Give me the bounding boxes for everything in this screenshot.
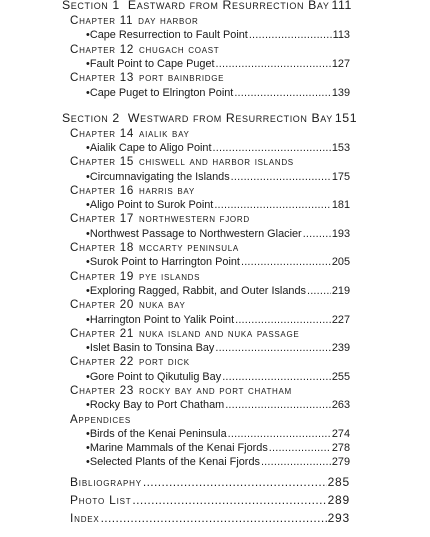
- table-of-contents: [62, 0, 358, 527]
- bullet-icon: •: [86, 342, 90, 355]
- bullet-icon: •: [86, 227, 90, 240]
- bullet-icon: •: [86, 86, 90, 99]
- back-matter-title: Index: [70, 511, 100, 526]
- page-number: 274: [331, 427, 350, 440]
- chapter-number: 20: [119, 298, 135, 312]
- dot-leader: [132, 491, 326, 509]
- back-matter-title: Photo List: [70, 493, 132, 508]
- chapter-label: Chapter: [70, 212, 116, 226]
- dot-leader: [101, 509, 327, 527]
- chapter-number: 16: [119, 183, 135, 197]
- chapter-label: Chapter: [70, 326, 116, 340]
- chapter-number: 18: [119, 241, 135, 255]
- dot-leader: [222, 370, 331, 384]
- entry-text: Cape Puget to Elrington Point: [89, 86, 234, 99]
- page-number: 255: [331, 370, 350, 383]
- bullet-icon: •: [86, 57, 90, 70]
- chapter-number: 12: [119, 42, 135, 56]
- page-number: 205: [331, 256, 350, 269]
- bullet-icon: •: [86, 29, 90, 42]
- page-number: 111: [331, 0, 352, 12]
- toc-entry: [62, 141, 350, 155]
- entry-text: Islet Basin to Tonsina Bay: [89, 342, 215, 355]
- entry-text: Cape Resurrection to Fault Point: [89, 29, 248, 42]
- chapter-heading: [62, 270, 350, 284]
- bullet-icon: •: [86, 256, 90, 269]
- page-number: 278: [331, 442, 350, 455]
- chapter-label: Chapter: [70, 14, 116, 27]
- bullet-icon: •: [86, 456, 90, 469]
- toc-entry: [62, 441, 350, 455]
- chapter-heading: [62, 212, 350, 226]
- dot-leader: [241, 255, 331, 269]
- toc-entry: [62, 427, 350, 441]
- section-label: Section 2: [62, 110, 120, 125]
- back-matter-entry: [62, 473, 350, 491]
- entry-text: Aialik Cape to Aligo Point: [89, 142, 212, 155]
- dot-leader: [228, 427, 331, 441]
- page-number: 279: [331, 456, 350, 469]
- page-number: 293: [327, 511, 350, 526]
- toc-entry: [62, 398, 350, 412]
- section-title: Eastward from Resurrection Bay: [127, 0, 330, 12]
- chapter-label: Chapter: [70, 126, 116, 140]
- toc-entry: [62, 313, 350, 327]
- entry-text: Birds of the Kenai Peninsula: [89, 427, 227, 440]
- chapter-title: port bainbridge: [139, 71, 225, 85]
- chapter-number: 19: [119, 269, 135, 283]
- chapter-title: nuka island and nuka passage: [139, 326, 300, 340]
- chapter-label: Chapter: [70, 269, 116, 283]
- back-matter-entry: [62, 491, 350, 509]
- page-number: 227: [331, 313, 350, 326]
- chapter-heading: [62, 327, 350, 341]
- toc-entry: [62, 57, 350, 71]
- chapter-title: nuka bay: [139, 298, 186, 312]
- toc-entry: [62, 170, 350, 184]
- chapter-title: aialik bay: [139, 126, 190, 140]
- chapter-label: Chapter: [70, 298, 116, 312]
- dot-leader: [235, 313, 331, 327]
- page-number: 239: [331, 342, 350, 355]
- chapter-heading: [62, 155, 350, 169]
- section-heading: [62, 0, 350, 14]
- chapter-number: 13: [119, 71, 135, 85]
- chapter-number: 22: [119, 355, 135, 369]
- chapter-title: chiswell and harbor islands: [139, 155, 294, 169]
- dot-leader: [307, 284, 331, 298]
- toc-entry: [62, 284, 350, 298]
- chapter-number: 15: [119, 155, 135, 169]
- section-heading: [62, 109, 358, 127]
- dot-leader: [216, 57, 331, 71]
- entry-text: Fault Point to Cape Puget: [89, 57, 215, 70]
- bullet-icon: •: [86, 427, 90, 440]
- bullet-icon: •: [86, 370, 90, 383]
- toc-entry: [62, 198, 350, 212]
- section-title: Westward from Resurrection Bay: [127, 110, 333, 125]
- bullet-icon: •: [86, 313, 90, 326]
- chapter-label: Chapter: [70, 42, 116, 56]
- page-number: 153: [331, 142, 350, 155]
- page-number: 113: [332, 29, 350, 42]
- dot-leader: [234, 86, 331, 100]
- page-number: 285: [327, 475, 350, 490]
- dot-leader: [214, 198, 331, 212]
- chapter-label: Chapter: [70, 383, 116, 397]
- entry-text: Marine Mammals of the Kenai Fjords: [89, 442, 268, 455]
- chapter-title: harris bay: [139, 183, 195, 197]
- toc-entry: [62, 455, 350, 469]
- chapter-heading: [62, 384, 350, 398]
- chapter-heading: [62, 241, 350, 255]
- back-matter-entry: [62, 509, 350, 527]
- toc-entry: [62, 255, 350, 269]
- entry-text: Harrington Point to Yalik Point: [89, 313, 235, 326]
- chapter-heading: [62, 71, 350, 85]
- dot-leader: [215, 341, 330, 355]
- chapter-number: 14: [119, 126, 135, 140]
- chapter-heading: [62, 184, 350, 198]
- chapter-label: Chapter: [70, 241, 116, 255]
- page-number: 289: [327, 493, 350, 508]
- toc-entry: [62, 28, 350, 42]
- bullet-icon: •: [86, 442, 90, 455]
- page-number: 127: [331, 57, 350, 70]
- chapter-title: chugach coast: [139, 42, 220, 56]
- toc-entry: [62, 370, 350, 384]
- entry-text: Exploring Ragged, Rabbit, and Outer Islands: [89, 285, 306, 298]
- dot-leader: [213, 141, 331, 155]
- bullet-icon: •: [86, 170, 90, 183]
- chapter-label: Chapter: [70, 155, 116, 169]
- appendices-label: Appendices: [70, 412, 131, 426]
- chapter-title: northwestern fjord: [139, 212, 250, 226]
- page-number: 139: [331, 86, 350, 99]
- page-number: 151: [334, 110, 358, 125]
- entry-text: Selected Plants of the Kenai Fjords: [89, 456, 260, 469]
- back-matter-title: Bibliography: [70, 475, 142, 490]
- bullet-icon: •: [86, 199, 90, 212]
- page-number: 181: [331, 199, 350, 212]
- entry-text: Aligo Point to Surok Point: [89, 199, 214, 212]
- chapter-number: 23: [119, 383, 135, 397]
- chapter-heading: [62, 43, 350, 57]
- chapter-label: Chapter: [70, 71, 116, 85]
- page-number: 219: [331, 285, 350, 298]
- entry-text: Rocky Bay to Port Chatham: [89, 399, 225, 412]
- toc-entry: [62, 227, 350, 241]
- page-number: 193: [331, 227, 350, 240]
- entry-text: Circumnavigating the Islands: [89, 170, 230, 183]
- toc-entry: [62, 86, 350, 100]
- section-label: Section 1: [62, 0, 120, 12]
- appendices-heading: [62, 413, 350, 427]
- bullet-icon: •: [86, 285, 90, 298]
- chapter-title: pye islands: [139, 269, 201, 283]
- chapter-label: Chapter: [70, 355, 116, 369]
- dot-leader: [143, 473, 327, 491]
- chapter-number: 17: [119, 212, 135, 226]
- chapter-title: rocky bay and port chatham: [139, 383, 292, 397]
- chapter-title: port dick: [139, 355, 190, 369]
- chapter-heading: [62, 298, 350, 312]
- entry-text: Northwest Passage to Northwestern Glacier: [89, 227, 302, 240]
- dot-leader: [261, 455, 331, 469]
- bullet-icon: •: [86, 399, 90, 412]
- dot-leader: [249, 28, 332, 42]
- page-number: 263: [331, 399, 350, 412]
- dot-leader: [225, 398, 331, 412]
- chapter-label: Chapter: [70, 183, 116, 197]
- chapter-number: 11: [119, 14, 134, 27]
- dot-leader: [303, 227, 331, 241]
- bullet-icon: •: [86, 142, 90, 155]
- chapter-title: mccarty peninsula: [139, 241, 239, 255]
- dot-leader: [269, 441, 331, 455]
- chapter-heading: [62, 355, 350, 369]
- chapter-title: day harbor: [138, 14, 199, 27]
- chapter-heading: [62, 14, 350, 28]
- chapter-heading: [62, 127, 350, 141]
- page-number: 175: [331, 170, 350, 183]
- chapter-number: 21: [119, 326, 135, 340]
- dot-leader: [231, 170, 331, 184]
- entry-text: Gore Point to Qikutulig Bay: [89, 370, 222, 383]
- toc-entry: [62, 341, 350, 355]
- entry-text: Surok Point to Harrington Point: [89, 256, 240, 269]
